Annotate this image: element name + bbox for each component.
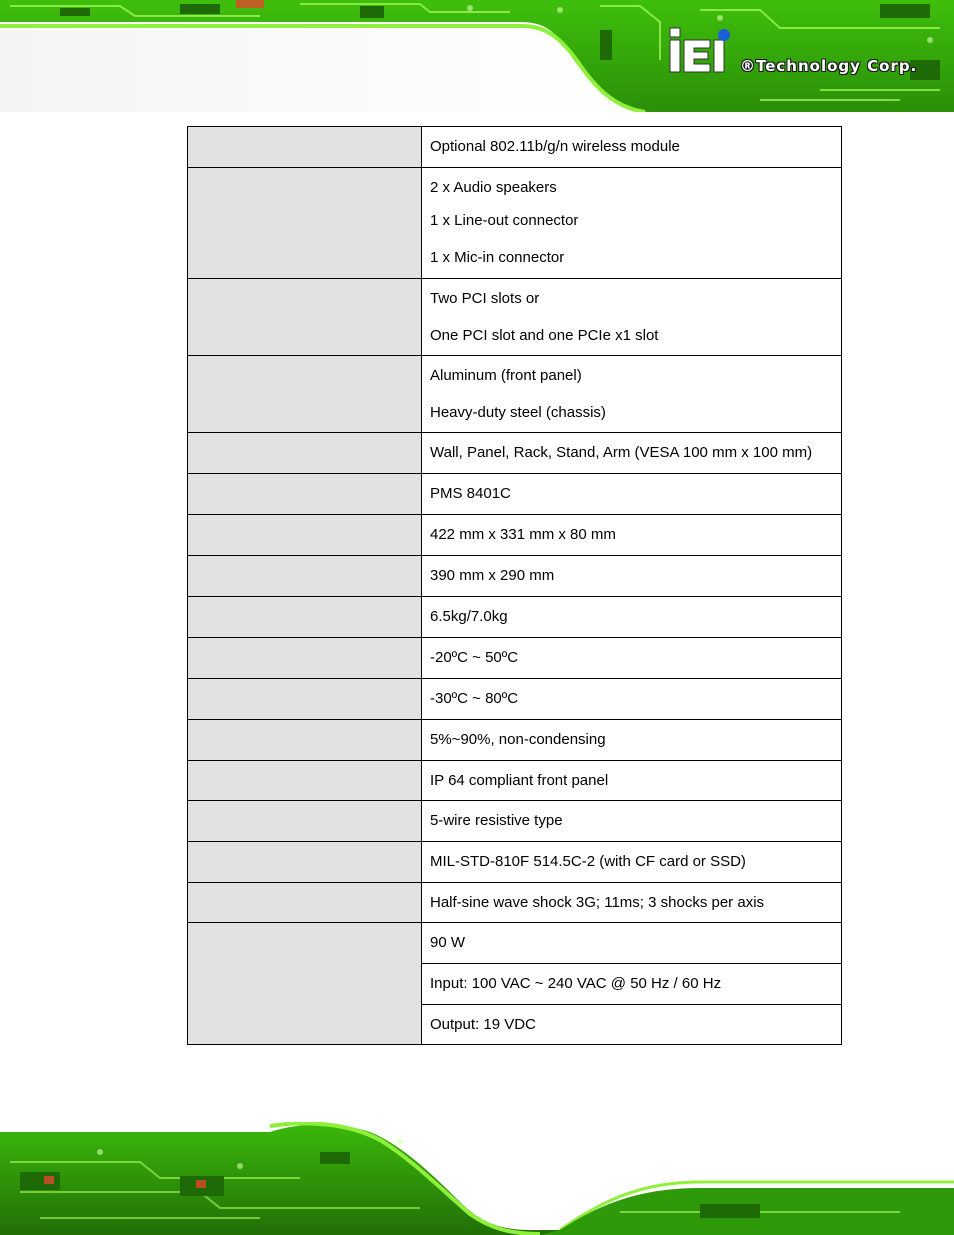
spec-row — [188, 168, 842, 279]
spec-value-cell — [422, 842, 842, 883]
spec-label-cell — [188, 556, 422, 597]
spec-value-cell — [422, 556, 842, 597]
spec-row — [188, 720, 842, 761]
spec-value-text: -30ºC ~ 80ºC — [430, 690, 519, 707]
spec-row — [188, 556, 842, 597]
spec-label-cell — [188, 883, 422, 923]
spec-label-cell — [188, 761, 422, 801]
spec-label-cell — [188, 679, 422, 720]
spec-label-cell — [188, 474, 422, 515]
spec-value-text: 1 x Line-out connector — [430, 212, 579, 229]
spec-value-cell — [422, 923, 842, 964]
spec-value-cell — [422, 883, 842, 923]
spec-value-cell — [422, 168, 842, 279]
spec-value-cell — [422, 638, 842, 679]
spec-value-text: Aluminum (front panel) — [430, 367, 582, 384]
spec-row — [188, 842, 842, 883]
spec-value-cell — [422, 720, 842, 761]
spec-row — [188, 474, 842, 515]
spec-value-cell — [422, 1005, 842, 1045]
spec-label-cell — [188, 279, 422, 356]
spec-row — [188, 761, 842, 801]
spec-row — [188, 679, 842, 720]
spec-value-text: Heavy-duty steel (chassis) — [430, 404, 606, 421]
spec-value-cell — [422, 761, 842, 801]
spec-value-text: IP 64 compliant front panel — [430, 772, 609, 789]
spec-value-text: 1 x Mic-in connector — [430, 249, 565, 266]
spec-row — [188, 127, 842, 168]
spec-value-cell — [422, 801, 842, 842]
spec-row — [188, 638, 842, 679]
spec-row — [188, 801, 842, 842]
spec-row — [188, 515, 842, 556]
spec-value-cell — [422, 127, 842, 168]
spec-row — [188, 356, 842, 433]
spec-value-text: Half-sine wave shock 3G; 11ms; 3 shocks per axis — [430, 894, 765, 911]
spec-value-text: Output: 19 VDC — [430, 1016, 536, 1033]
spec-label-cell — [188, 842, 422, 883]
header-banner — [0, 0, 954, 112]
spec-row — [188, 597, 842, 638]
spec-row — [188, 279, 842, 356]
iei-logo-mark — [668, 26, 738, 76]
spec-value-cell — [422, 474, 842, 515]
circuit-board-footer-graphic — [0, 1122, 954, 1235]
spec-value-cell — [422, 597, 842, 638]
spec-value-text: 390 mm x 290 mm — [430, 567, 555, 584]
spec-label-cell — [188, 638, 422, 679]
spec-label-cell — [188, 720, 422, 761]
spec-value-cell — [422, 515, 842, 556]
spec-value-text: 5%~90%, non-condensing — [430, 731, 606, 748]
spec-label-cell — [188, 515, 422, 556]
spec-label-cell — [188, 168, 422, 279]
spec-value-text: 2 x Audio speakers — [430, 179, 557, 196]
spec-value-text: 422 mm x 331 mm x 80 mm — [430, 526, 616, 543]
spec-label-cell — [188, 433, 422, 474]
spec-value-text: MIL-STD-810F 514.5C-2 (with CF card or SSD) — [430, 853, 746, 870]
spec-value-text: Optional 802.11b/g/n wireless module — [430, 138, 680, 155]
spec-value-text: 6.5kg/7.0kg — [430, 608, 508, 625]
spec-value-cell — [422, 279, 842, 356]
specification-table — [187, 126, 842, 1045]
spec-value-cell — [422, 356, 842, 433]
spec-value-cell — [422, 679, 842, 720]
spec-label-cell — [188, 597, 422, 638]
spec-value-cell — [422, 433, 842, 474]
spec-value-text: 5-wire resistive type — [430, 812, 563, 829]
spec-value-text: Wall, Panel, Rack, Stand, Arm (VESA 100 mm x 100 mm) — [430, 444, 813, 461]
spec-label-cell — [188, 801, 422, 842]
spec-value-text: One PCI slot and one PCIe x1 slot — [430, 327, 659, 344]
spec-label-cell — [188, 923, 422, 1045]
spec-value-cell — [422, 964, 842, 1005]
spec-value-text: -20ºC ~ 50ºC — [430, 649, 519, 666]
footer-banner — [0, 1122, 954, 1235]
spec-row — [188, 883, 842, 923]
spec-row — [188, 433, 842, 474]
spec-value-text: Input: 100 VAC ~ 240 VAC @ 50 Hz / 60 Hz — [430, 975, 722, 992]
spec-value-text: PMS 8401C — [430, 485, 511, 502]
spec-label-cell — [188, 127, 422, 168]
spec-value-text: Two PCI slots or — [430, 290, 540, 307]
spec-label-cell — [188, 356, 422, 433]
spec-value-text: 90 W — [430, 934, 466, 951]
brand-name: ®Technology Corp. — [740, 57, 918, 75]
spec-row — [188, 923, 842, 964]
